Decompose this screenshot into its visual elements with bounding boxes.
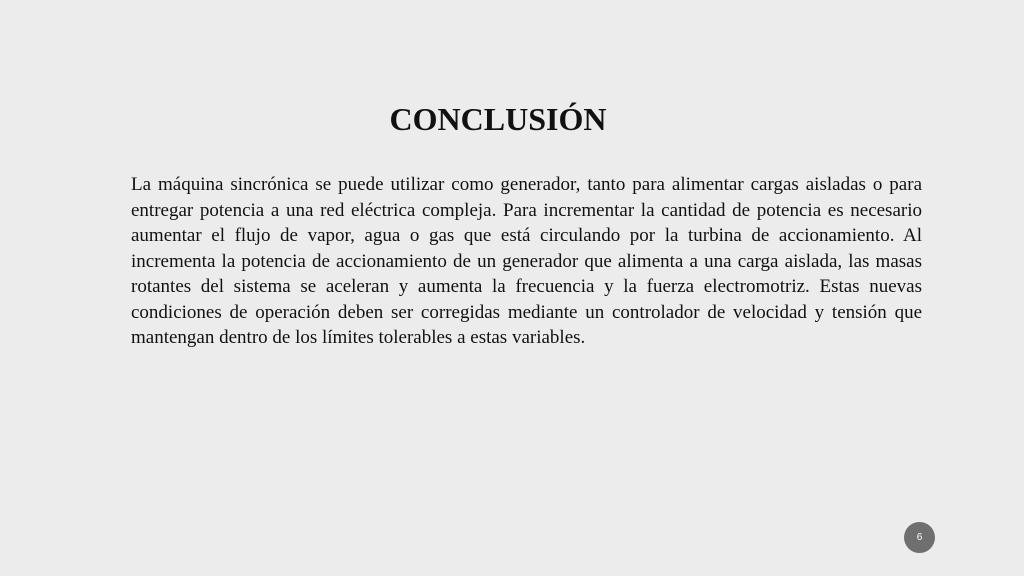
page-number-badge: 6 (904, 522, 935, 553)
slide-title: CONCLUSIÓN (389, 101, 607, 137)
slide-body-text: La máquina sincrónica se puede utilizar como generador, tanto para alimentar cargas aisladas o para entregar potencia a una red eléctrica compleja. Para incrementar la cantidad de potencia es necesario aumentar el flujo de vapor, agua o gas que está circulando por la turbina de accionamiento. Al incrementa la potencia de accionamiento de un generador que alimenta a una carga aislada, las masas rotantes del sistema se aceleran y aumenta la frecuencia y la fuerza electromotriz. Estas nuevas condiciones de operación deben ser corregidas mediante un controlador de velocidad y tensión que mantengan dentro de los límites tolerables a estas variables. (131, 174, 922, 348)
